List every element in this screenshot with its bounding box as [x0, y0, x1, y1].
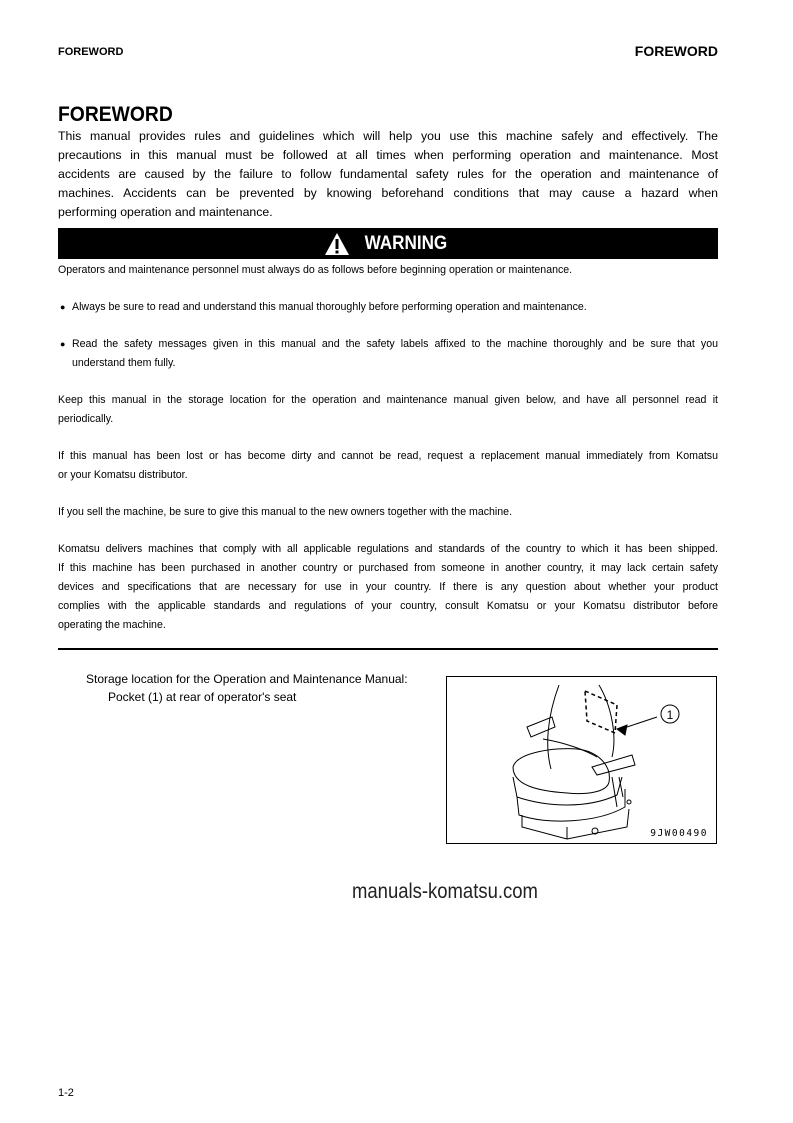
warning-intro: Operators and maintenance personnel must always do as follows before beginning operation or maintenance. — [58, 264, 573, 276]
text-line: Always be sure to read and understand this manual thoroughly before performing operation and maintenance. — [72, 301, 587, 313]
header-left: FOREWORD — [58, 46, 124, 58]
warning-triangle-icon — [324, 232, 350, 256]
operator-seat-illustration — [447, 677, 717, 843]
storage-label: Storage location for the Operation and Maintenance Manual: — [86, 672, 408, 686]
page-title: FOREWORD — [58, 103, 173, 126]
text-line: This manual provides rules and guidelines which will help you use this machine safely and effectively. The — [58, 129, 718, 143]
header-right: FOREWORD — [634, 43, 718, 59]
text-line: Keep this manual in the storage location for the operation and maintenance manual given below, and have all personnel read it — [58, 394, 718, 406]
text-line: periodically. — [58, 413, 114, 425]
figure-code: 9JW00490 — [650, 828, 708, 839]
text-line: If this manual has been lost or has become dirty and cannot be read, request a replacement manual immediately from Komatsu — [58, 450, 718, 462]
divider — [58, 648, 718, 650]
text-line: If you sell the machine, be sure to give this manual to the new owners together with the machine. — [58, 506, 513, 518]
storage-location: Pocket (1) at rear of operator's seat — [108, 690, 297, 704]
text-line: Read the safety messages given in this manual and the safety labels affixed to the machine thoroughly and be sure that you — [72, 338, 718, 350]
text-line: complies with the applicable standards and regulations of your country, consult Komatsu or your Komatsu distributor before — [58, 600, 718, 612]
text-line: or your Komatsu distributor. — [58, 469, 188, 481]
text-line: devices and specifications that are necessary for use in your country. If there is any question about whether your product — [58, 581, 718, 593]
bullet-icon: ● — [60, 339, 66, 349]
text-line: machines. Accidents can be prevented by knowing beforehand conditions that may cause a hazard when — [58, 186, 718, 200]
text-line: Komatsu delivers machines that comply with all applicable regulations and standards of the country to which it has been shipped. — [58, 543, 718, 555]
text-line: performing operation and maintenance. — [58, 205, 273, 219]
warning-banner — [58, 228, 718, 259]
text-line: understand them fully. — [72, 357, 176, 369]
warning-label: WARNING — [364, 232, 448, 254]
text-line: accidents are caused by the failure to follow fundamental safety rules for the operation and maintenance of — [58, 167, 718, 181]
text-line: operating the machine. — [58, 619, 166, 631]
callout-number: 1 — [666, 708, 674, 722]
seat-figure — [446, 676, 717, 844]
watermark: manuals-komatsu.com — [352, 880, 538, 903]
text-line: precautions in this manual must be followed at all times when performing operation and maintenance. Most — [58, 148, 718, 162]
bullet-icon: ● — [60, 302, 66, 312]
page-number: 1-2 — [58, 1087, 74, 1099]
text-line: If this machine has been purchased in another country or purchased from someone in another country, it may lack certain safety — [58, 562, 718, 574]
